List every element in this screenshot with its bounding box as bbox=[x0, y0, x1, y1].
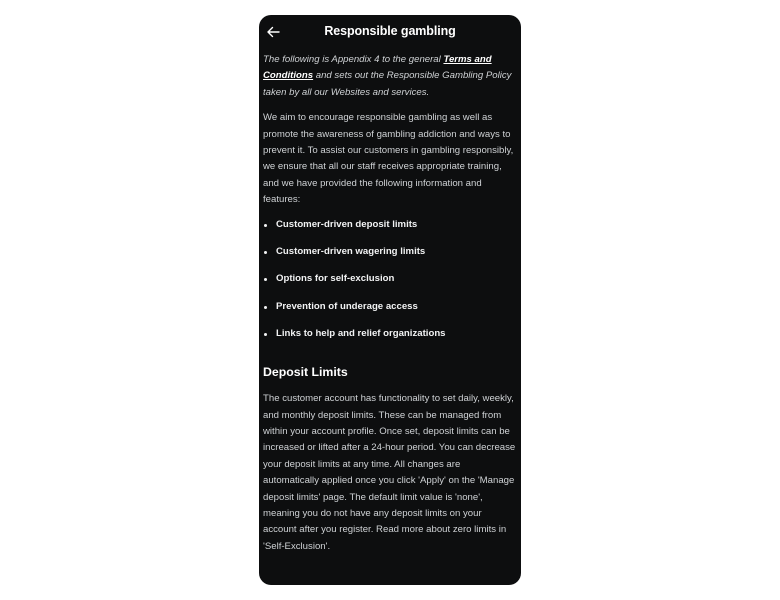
policy-content bbox=[259, 49, 521, 555]
list-item: Prevention of underage access bbox=[263, 299, 517, 326]
list-item: Customer-driven wagering limits bbox=[263, 244, 517, 271]
body-paragraph: We aim to encourage responsible gambling as well as promote the awareness of gambling addiction and ways to prevent it. To assist our customers in gambling responsibly, we ensure that all our staff receives appropriate training, and we have provided the following information and features: bbox=[263, 112, 514, 206]
intro-paragraph bbox=[263, 52, 517, 101]
list-item: Customer-driven deposit limits bbox=[263, 217, 517, 244]
intro-text-end: and sets out the Responsible Gambling Policy taken by all our Websites and services. bbox=[263, 70, 512, 98]
deposit-limits-paragraph: The customer account has functionality to set daily, weekly, and monthly deposit limits. These can be managed from within your account profile. Once set, deposit limits can be increased or lifted after a 24-hour period. You can decrease your deposit limits at any time. All changes are automatically applied once you click 'Apply' on the 'Manage deposit limits' page. The default limit value is 'none', meaning you do not have any deposit limits on your account after you register. Read more about zero limits in 'Self-Exclusion'. bbox=[263, 393, 516, 552]
page-title: Responsible gambling bbox=[324, 24, 456, 38]
responsible-gambling-screen bbox=[259, 15, 521, 585]
intro-text-start: The following is Appendix 4 to the general bbox=[263, 54, 444, 65]
terms-and-conditions-link[interactable]: Terms and Conditions bbox=[263, 54, 492, 82]
header-bar bbox=[259, 15, 521, 49]
deposit-limits-heading: Deposit Limits bbox=[263, 365, 348, 380]
list-item: Options for self-exclusion bbox=[263, 271, 517, 298]
list-item: Links to help and relief organizations bbox=[263, 326, 517, 353]
feature-list bbox=[263, 217, 517, 353]
